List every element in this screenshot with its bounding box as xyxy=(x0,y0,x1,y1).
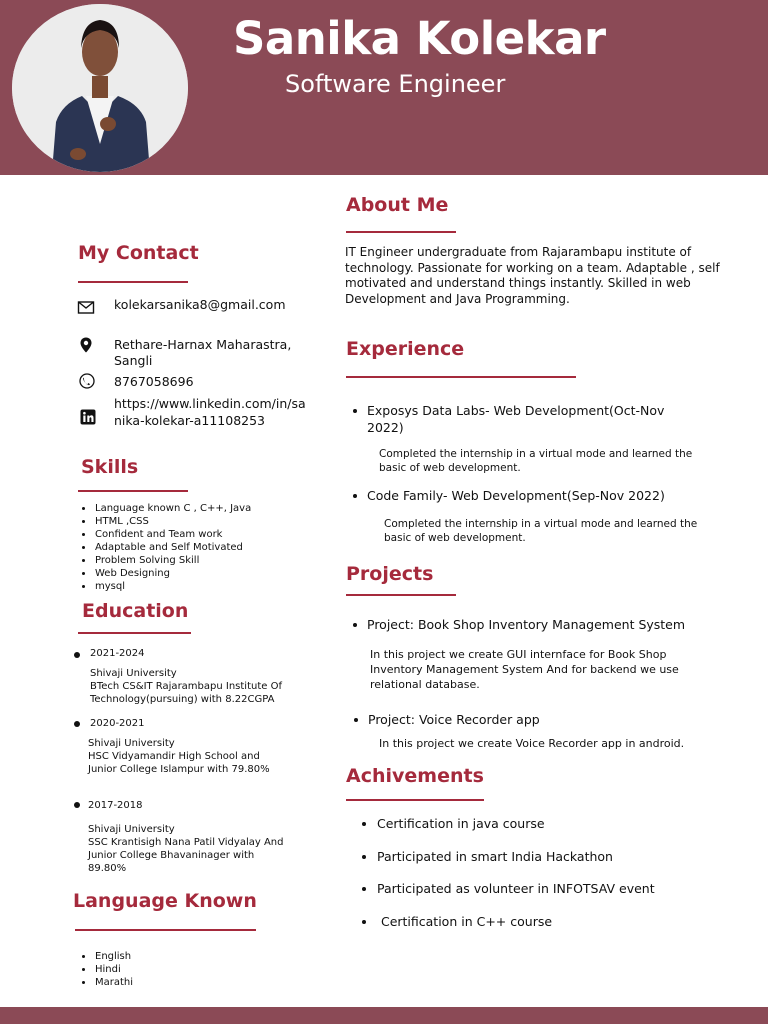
experience-desc: basic of web development. xyxy=(384,532,526,544)
experience-rule xyxy=(346,376,576,378)
education-line: Shivaji University xyxy=(88,738,175,749)
education-rule xyxy=(78,632,191,634)
contact-linkedin-line2[interactable]: nika-kolekar-a11108253 xyxy=(114,413,266,428)
bullet xyxy=(353,494,357,498)
experience-heading: Experience xyxy=(346,338,465,360)
person-name: Sanika Kolekar xyxy=(233,12,606,65)
experience-desc: Completed the internship in a virtual mode and learned the xyxy=(384,518,698,530)
list-item: Marathi xyxy=(78,976,133,989)
achievements-rule xyxy=(346,799,484,801)
list-item: Problem Solving Skill xyxy=(78,554,251,567)
timeline-dot xyxy=(74,721,80,727)
education-line: 89.80% xyxy=(88,863,127,874)
list-item: English xyxy=(78,950,133,963)
achievement-item: Certification in java course xyxy=(377,816,545,831)
experience-desc: basic of web development. xyxy=(379,462,521,474)
achievement-item: Certification in C++ course xyxy=(377,914,553,929)
education-line: Junior College Islampur with 79.80% xyxy=(88,764,270,775)
footer-bar xyxy=(0,1007,768,1024)
about-rule xyxy=(346,231,456,233)
profile-photo xyxy=(12,4,188,172)
mail-icon xyxy=(77,298,95,316)
timeline-dot xyxy=(74,652,80,658)
education-line: Junior College Bhavaninager with xyxy=(88,850,255,861)
contact-rule xyxy=(78,281,188,283)
bullet xyxy=(353,409,357,413)
languages-list xyxy=(78,950,133,989)
phone-icon xyxy=(78,372,96,390)
contact-address-line1: Rethare-Harnax Maharastra, xyxy=(114,337,292,352)
education-line: Shivaji University xyxy=(90,668,177,679)
project-title: Project: Book Shop Inventory Management System xyxy=(367,617,686,632)
job-title: Software Engineer xyxy=(285,70,506,98)
project-desc: In this project we create GUI internface for Book Shop xyxy=(370,648,667,661)
timeline-dot xyxy=(74,802,80,808)
education-line: Shivaji University xyxy=(88,824,175,835)
education-line: Technology(pursuing) with 8.22CGPA xyxy=(90,694,275,705)
skills-heading: Skills xyxy=(81,456,139,478)
experience-title: 2022) xyxy=(367,420,404,435)
bullet xyxy=(354,718,358,722)
education-line: HSC Vidyamandir High School and xyxy=(88,751,260,762)
contact-address-line2: Sangli xyxy=(114,353,153,368)
contact-phone: 8767058696 xyxy=(114,374,194,389)
experience-desc: Completed the internship in a virtual mode and learned the xyxy=(379,448,693,460)
contact-email[interactable]: kolekarsanika8@gmail.com xyxy=(114,297,286,312)
languages-heading: Language Known xyxy=(73,890,257,912)
list-item: Confident and Team work xyxy=(78,528,251,541)
about-heading: About Me xyxy=(346,194,449,216)
achievements-heading: Achivements xyxy=(346,765,484,787)
contact-linkedin-line1[interactable]: https://www.linkedin.com/in/sa xyxy=(114,396,306,411)
bullet xyxy=(362,822,366,826)
list-item: Adaptable and Self Motivated xyxy=(78,541,251,554)
list-item: HTML ,CSS xyxy=(78,515,251,528)
contact-heading: My Contact xyxy=(78,242,199,264)
education-line: SSC Krantisigh Nana Patil Vidyalay And xyxy=(88,837,284,848)
header-banner xyxy=(0,0,768,175)
project-desc: Inventory Management System And for backend we use xyxy=(370,663,679,676)
achievement-item: Participated as volunteer in INFOTSAV event xyxy=(377,881,655,896)
experience-title: Code Family- Web Development(Sep-Nov 2022) xyxy=(367,488,665,503)
education-years: 2017-2018 xyxy=(88,800,143,811)
education-heading: Education xyxy=(82,600,189,622)
list-item: Web Designing xyxy=(78,567,251,580)
education-years: 2021-2024 xyxy=(90,648,145,659)
bullet xyxy=(362,920,366,924)
achievement-item: Participated in smart India Hackathon xyxy=(377,849,613,864)
projects-heading: Projects xyxy=(346,563,434,585)
about-text: IT Engineer undergraduate from Rajarambapu institute of technology. Passionate for working on a team. Adaptable , self motivated and understand things instantly. Skilled in web Development and Java Programming. xyxy=(345,245,720,306)
project-title: Project: Voice Recorder app xyxy=(368,712,540,727)
list-item: Language known C , C++, Java xyxy=(78,502,251,515)
experience-title: Exposys Data Labs- Web Development(Oct-Nov xyxy=(367,403,665,418)
projects-rule xyxy=(346,594,456,596)
linkedin-icon[interactable] xyxy=(79,408,97,426)
bullet xyxy=(353,623,357,627)
education-years: 2020-2021 xyxy=(90,718,145,729)
skills-rule xyxy=(78,490,188,492)
skills-list xyxy=(78,502,251,593)
bullet xyxy=(362,887,366,891)
project-desc: In this project we create Voice Recorder app in android. xyxy=(379,737,685,750)
location-pin-icon xyxy=(77,336,95,354)
languages-rule xyxy=(75,929,256,931)
project-desc: relational database. xyxy=(370,678,480,691)
bullet xyxy=(362,855,366,859)
list-item: Hindi xyxy=(78,963,133,976)
education-line: BTech CS&IT Rajarambapu Institute Of xyxy=(90,681,282,692)
list-item: mysql xyxy=(78,580,251,593)
